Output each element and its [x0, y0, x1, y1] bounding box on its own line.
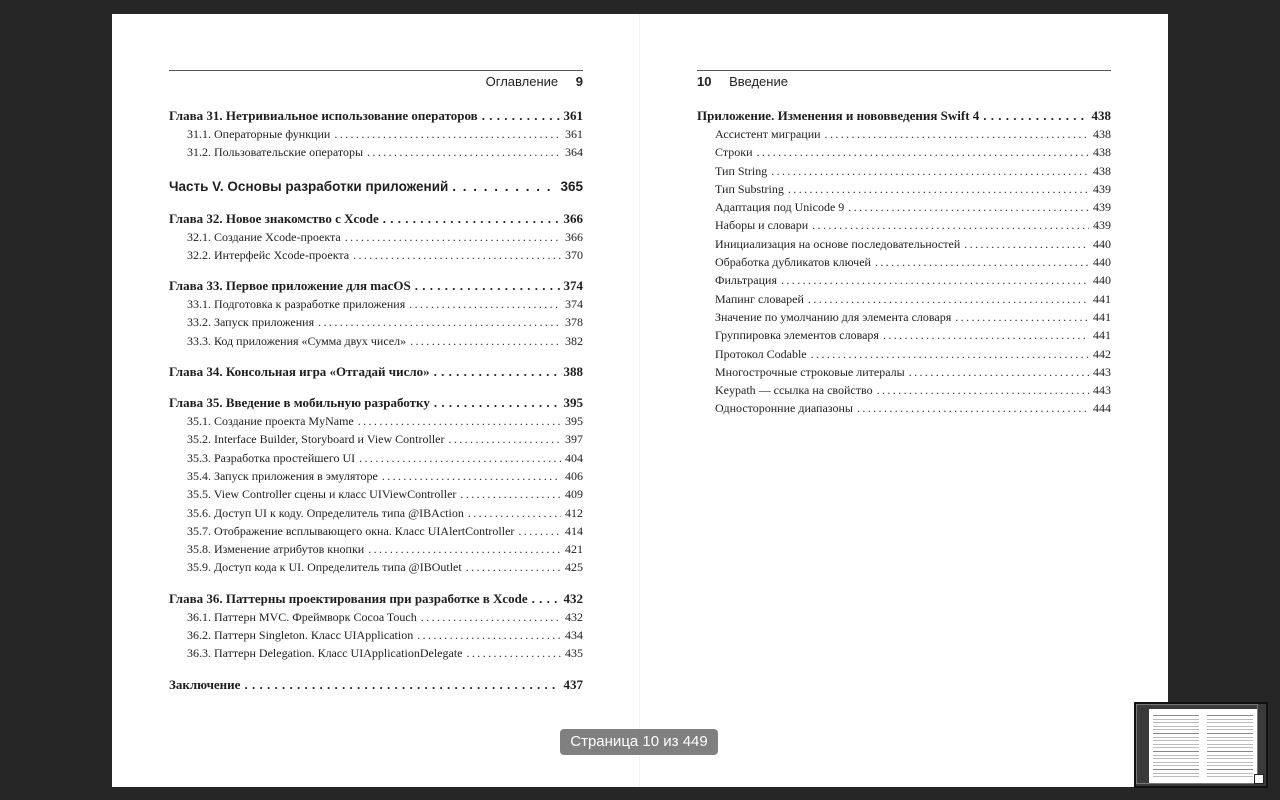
toc-entry-title: Keypath — ссылка на свойство [715, 383, 873, 398]
dot-leader [848, 198, 1089, 216]
toc-spacer [169, 381, 583, 393]
running-header-title: Введение [729, 74, 788, 89]
toc-entry-title: Глава 34. Консольная игра «Отгадай число» [169, 364, 430, 380]
dot-leader [757, 143, 1090, 161]
toc-entry-section[interactable] [169, 412, 583, 430]
toc-entry-section[interactable] [697, 162, 1111, 180]
running-header-title: Оглавление [485, 74, 559, 89]
toc-entry-title: Протокол Codable [715, 346, 807, 361]
toc-entry-section[interactable] [697, 198, 1111, 216]
toc-entry-page: 421 [565, 542, 583, 557]
dot-leader [368, 540, 561, 558]
dot-leader [334, 125, 561, 143]
header-rule [697, 70, 1111, 71]
toc-entry-title: 33.3. Код приложения «Сумма двух чисел» [187, 333, 407, 348]
toc-entry-title: 35.2. Interface Builder, Storyboard и View Controller [187, 432, 445, 447]
toc-entry-title: 36.2. Паттерн Singleton. Класс UIApplication [187, 628, 414, 643]
dot-leader [410, 332, 561, 350]
dot-leader [883, 326, 1089, 344]
toc-entry-section[interactable] [697, 216, 1111, 234]
toc-entry-section[interactable] [169, 644, 583, 662]
toc-entry-chapter[interactable] [169, 393, 583, 412]
dot-leader [466, 558, 561, 576]
toc-entry-section[interactable] [169, 608, 583, 626]
toc-entry-page: 443 [1093, 383, 1111, 398]
toc-entry-section[interactable] [169, 449, 583, 467]
toc-entry-title: Тип String [715, 163, 768, 178]
toc-entry-page: 365 [560, 178, 583, 194]
toc-entry-title: 33.1. Подготовка к разработке приложения [187, 297, 406, 312]
toc-entry-section[interactable] [169, 485, 583, 503]
dot-leader [244, 675, 559, 694]
dot-leader [353, 246, 561, 264]
dot-leader [434, 362, 560, 381]
toc-entry-chapter[interactable] [169, 276, 583, 295]
dot-leader [467, 644, 562, 662]
toc-entry-page: 439 [1093, 200, 1111, 215]
toc-entry-title: 35.8. Изменение атрибутов кнопки [187, 542, 365, 557]
toc-entry-title: 31.2. Пользовательские операторы [187, 145, 364, 160]
toc-entry-title: Тип Substring [715, 181, 784, 196]
dot-leader [825, 125, 1089, 143]
toc-entry-page: 442 [1093, 346, 1111, 361]
dot-leader [367, 143, 561, 161]
dot-leader [875, 253, 1089, 271]
running-header [486, 74, 583, 89]
toc-entry-title: Наборы и словари [715, 218, 809, 233]
toc-entry-section[interactable] [169, 295, 583, 313]
toc-entry-title: Значение по умолчанию для элемента словаря [715, 309, 952, 324]
page-number: 9 [575, 74, 583, 89]
toc-entry-page: 374 [563, 278, 583, 294]
toc-entry-title: 32.1. Создание Xcode-проекта [187, 229, 341, 244]
toc-spacer [169, 577, 583, 589]
toc-entry-page: 440 [1093, 236, 1111, 251]
toc-entry-title: Обработка дубликатов ключей [715, 255, 871, 270]
toc-entry-page: 425 [565, 560, 583, 575]
dot-leader [909, 363, 1089, 381]
toc-entry-section[interactable] [169, 626, 583, 644]
toc-entry-part[interactable] [169, 177, 583, 197]
toc-entry-page: 374 [565, 297, 583, 312]
toc-entry-page: 432 [565, 609, 583, 624]
toc-entry-section[interactable] [169, 332, 583, 350]
dot-leader [482, 106, 560, 125]
toc-entry-title: Приложение. Изменения и нововведения Swift 4 [697, 108, 980, 123]
toc-entry-title: Строки [715, 145, 753, 160]
dot-leader [532, 589, 560, 608]
toc-entry-page: 440 [1093, 255, 1111, 270]
toc-entry-chapter[interactable] [169, 362, 583, 381]
toc-entry-page: 395 [563, 395, 583, 411]
toc-entry-section[interactable] [169, 430, 583, 448]
toc-entry-title: 35.3. Разработка простейшего UI [187, 450, 356, 465]
toc-entry-chapter[interactable] [169, 675, 583, 694]
toc-spacer [169, 162, 583, 177]
toc-entry-section[interactable] [697, 326, 1111, 344]
toc-entry-page: 437 [563, 676, 583, 692]
left-page [112, 14, 640, 787]
toc-entry-section[interactable] [169, 558, 583, 576]
toc-entry-page: 414 [565, 523, 583, 538]
toc-entry-page: 439 [1093, 218, 1111, 233]
toc-entry-section[interactable] [169, 143, 583, 161]
dot-leader [811, 345, 1089, 363]
page-indicator: Страница 10 из 449 [560, 729, 718, 755]
table-of-contents [169, 106, 583, 694]
toc-entry-page: 370 [565, 247, 583, 262]
toc-entry-section[interactable] [697, 180, 1111, 198]
toc-entry-page: 406 [565, 468, 583, 483]
thumbnail-viewport-frame[interactable] [1136, 704, 1258, 784]
toc-entry-page: 438 [1093, 127, 1111, 141]
toc-entry-section[interactable] [697, 381, 1111, 399]
dot-leader [518, 522, 561, 540]
toc-entry-page: 409 [565, 487, 583, 502]
toc-entry-page: 443 [1093, 364, 1111, 379]
toc-entry-title: 35.4. Запуск приложения в эмуляторе [187, 468, 378, 483]
toc-entry-page: 440 [1093, 273, 1111, 288]
toc-entry-section[interactable] [697, 125, 1111, 143]
toc-entry-page: 438 [1091, 108, 1111, 123]
toc-entry-page: 432 [563, 590, 583, 606]
dot-leader [781, 271, 1089, 289]
toc-entry-section[interactable] [169, 228, 583, 246]
dot-leader [421, 608, 561, 626]
toc-entry-section[interactable] [169, 504, 583, 522]
toc-entry-page: 438 [1093, 145, 1111, 160]
toc-entry-section[interactable] [169, 313, 583, 331]
dot-leader [808, 290, 1089, 308]
toc-entry-page: 441 [1093, 309, 1111, 324]
dot-leader [434, 393, 560, 412]
running-header [697, 74, 788, 89]
toc-entry-title: 35.6. Доступ UI к коду. Определитель типа @IBAction [187, 505, 464, 520]
dot-leader [409, 295, 561, 313]
dot-leader [983, 106, 1087, 125]
toc-entry-page: 366 [563, 210, 583, 226]
dot-leader [358, 412, 561, 430]
toc-entry-page: 388 [563, 364, 583, 380]
toc-spacer [169, 350, 583, 362]
toc-entry-page: 441 [1093, 328, 1111, 343]
toc-entry-page: 361 [563, 108, 583, 123]
dot-leader [857, 399, 1089, 417]
dot-leader [417, 626, 561, 644]
toc-entry-page: 404 [565, 450, 583, 465]
toc-entry-section[interactable] [697, 399, 1111, 417]
page-number: 10 [697, 74, 712, 89]
toc-entry-title: Фильтрация [715, 273, 777, 288]
toc-entry-title: Односторонние диапазоны [715, 401, 853, 416]
toc-entry-title: 35.1. Создание проекта MyName [187, 414, 354, 429]
toc-entry-chapter[interactable] [169, 589, 583, 608]
toc-entry-section[interactable] [697, 271, 1111, 289]
toc-entry-title: Ассистент миграции [715, 127, 821, 141]
toc-entry-section[interactable] [169, 246, 583, 264]
toc-entry-page: 382 [565, 333, 583, 348]
table-of-contents [697, 106, 1111, 418]
toc-entry-section[interactable] [697, 290, 1111, 308]
dot-leader [359, 449, 561, 467]
toc-entry-page: 364 [565, 145, 583, 160]
toc-entry-page: 444 [1093, 401, 1111, 416]
toc-entry-page: 438 [1093, 163, 1111, 178]
toc-entry-title: Заключение [169, 676, 241, 692]
toc-entry-page: 434 [565, 628, 583, 643]
toc-entry-title: 31.1. Операторные функции [187, 127, 331, 141]
toc-spacer [169, 663, 583, 675]
toc-entry-page: 397 [565, 432, 583, 447]
toc-entry-section[interactable] [697, 253, 1111, 271]
toc-entry-section[interactable] [169, 522, 583, 540]
dot-leader [877, 381, 1089, 399]
toc-entry-title: Мапинг словарей [715, 291, 804, 306]
toc-entry-section[interactable] [697, 308, 1111, 326]
toc-entry-title: 33.2. Запуск приложения [187, 315, 315, 330]
dot-leader [452, 177, 556, 197]
toc-entry-page: 439 [1093, 181, 1111, 196]
toc-entry-title: 36.1. Паттерн MVC. Фреймворк Cocoa Touch [187, 609, 417, 624]
dot-leader [955, 308, 1089, 326]
toc-entry-section[interactable] [169, 540, 583, 558]
dot-leader [964, 235, 1089, 253]
toc-entry-section[interactable] [697, 143, 1111, 161]
toc-entry-page: 412 [565, 505, 583, 520]
toc-entry-title: Часть V. Основы разработки приложений [169, 178, 449, 194]
toc-entry-page: 361 [565, 127, 583, 141]
resize-handle-icon[interactable] [1254, 774, 1264, 784]
toc-entry-section[interactable] [169, 125, 583, 143]
toc-entry-section[interactable] [697, 363, 1111, 381]
dot-leader [771, 162, 1089, 180]
toc-entry-title: Инициализация на основе последовательностей [715, 236, 961, 251]
dot-leader [812, 216, 1089, 234]
dot-leader [460, 485, 561, 503]
toc-entry-title: Группировка элементов словаря [715, 328, 879, 343]
toc-entry-chapter[interactable] [169, 209, 583, 228]
toc-entry-chapter[interactable] [169, 106, 583, 125]
dot-leader [448, 430, 561, 448]
dot-leader [382, 467, 561, 485]
toc-entry-section[interactable] [697, 235, 1111, 253]
header-rule [169, 70, 583, 71]
dot-leader [468, 504, 561, 522]
toc-entry-page: 441 [1093, 291, 1111, 306]
toc-entry-title: Глава 35. Введение в мобильную разработку [169, 395, 430, 411]
toc-entry-title: 35.7. Отображение всплывающего окна. Класс UIAlertController [187, 523, 515, 538]
toc-entry-title: Многострочные строковые литералы [715, 364, 905, 379]
toc-entry-page: 395 [565, 414, 583, 429]
dot-leader [345, 228, 561, 246]
toc-entry-title: Глава 32. Новое знакомство с Xcode [169, 210, 379, 226]
toc-entry-page: 366 [565, 229, 583, 244]
toc-entry-title: 35.5. View Controller сцены и класс UIViewController [187, 487, 457, 502]
right-page [640, 14, 1168, 787]
toc-entry-section[interactable] [697, 345, 1111, 363]
toc-entry-page: 378 [565, 315, 583, 330]
dot-leader [318, 313, 561, 331]
toc-entry-chapter[interactable] [697, 106, 1111, 125]
dot-leader [383, 209, 560, 228]
toc-entry-section[interactable] [169, 467, 583, 485]
toc-entry-page: 435 [565, 646, 583, 661]
toc-entry-title: Адаптация под Unicode 9 [715, 200, 845, 215]
toc-entry-title: Глава 33. Первое приложение для macOS [169, 278, 411, 294]
toc-spacer [169, 264, 583, 276]
page-thumbnail-navigator[interactable] [1134, 702, 1268, 788]
toc-spacer [169, 197, 583, 209]
dot-leader [788, 180, 1089, 198]
dot-leader [415, 276, 560, 295]
toc-entry-title: Глава 36. Паттерны проектирования при разработке в Xcode [169, 590, 528, 606]
toc-entry-title: 35.9. Доступ кода к UI. Определитель типа @IBOutlet [187, 560, 462, 575]
toc-entry-title: 32.2. Интерфейс Xcode-проекта [187, 247, 350, 262]
toc-entry-title: 36.3. Паттерн Delegation. Класс UIApplicationDelegate [187, 646, 463, 661]
toc-entry-title: Глава 31. Нетривиальное использование операторов [169, 108, 478, 123]
